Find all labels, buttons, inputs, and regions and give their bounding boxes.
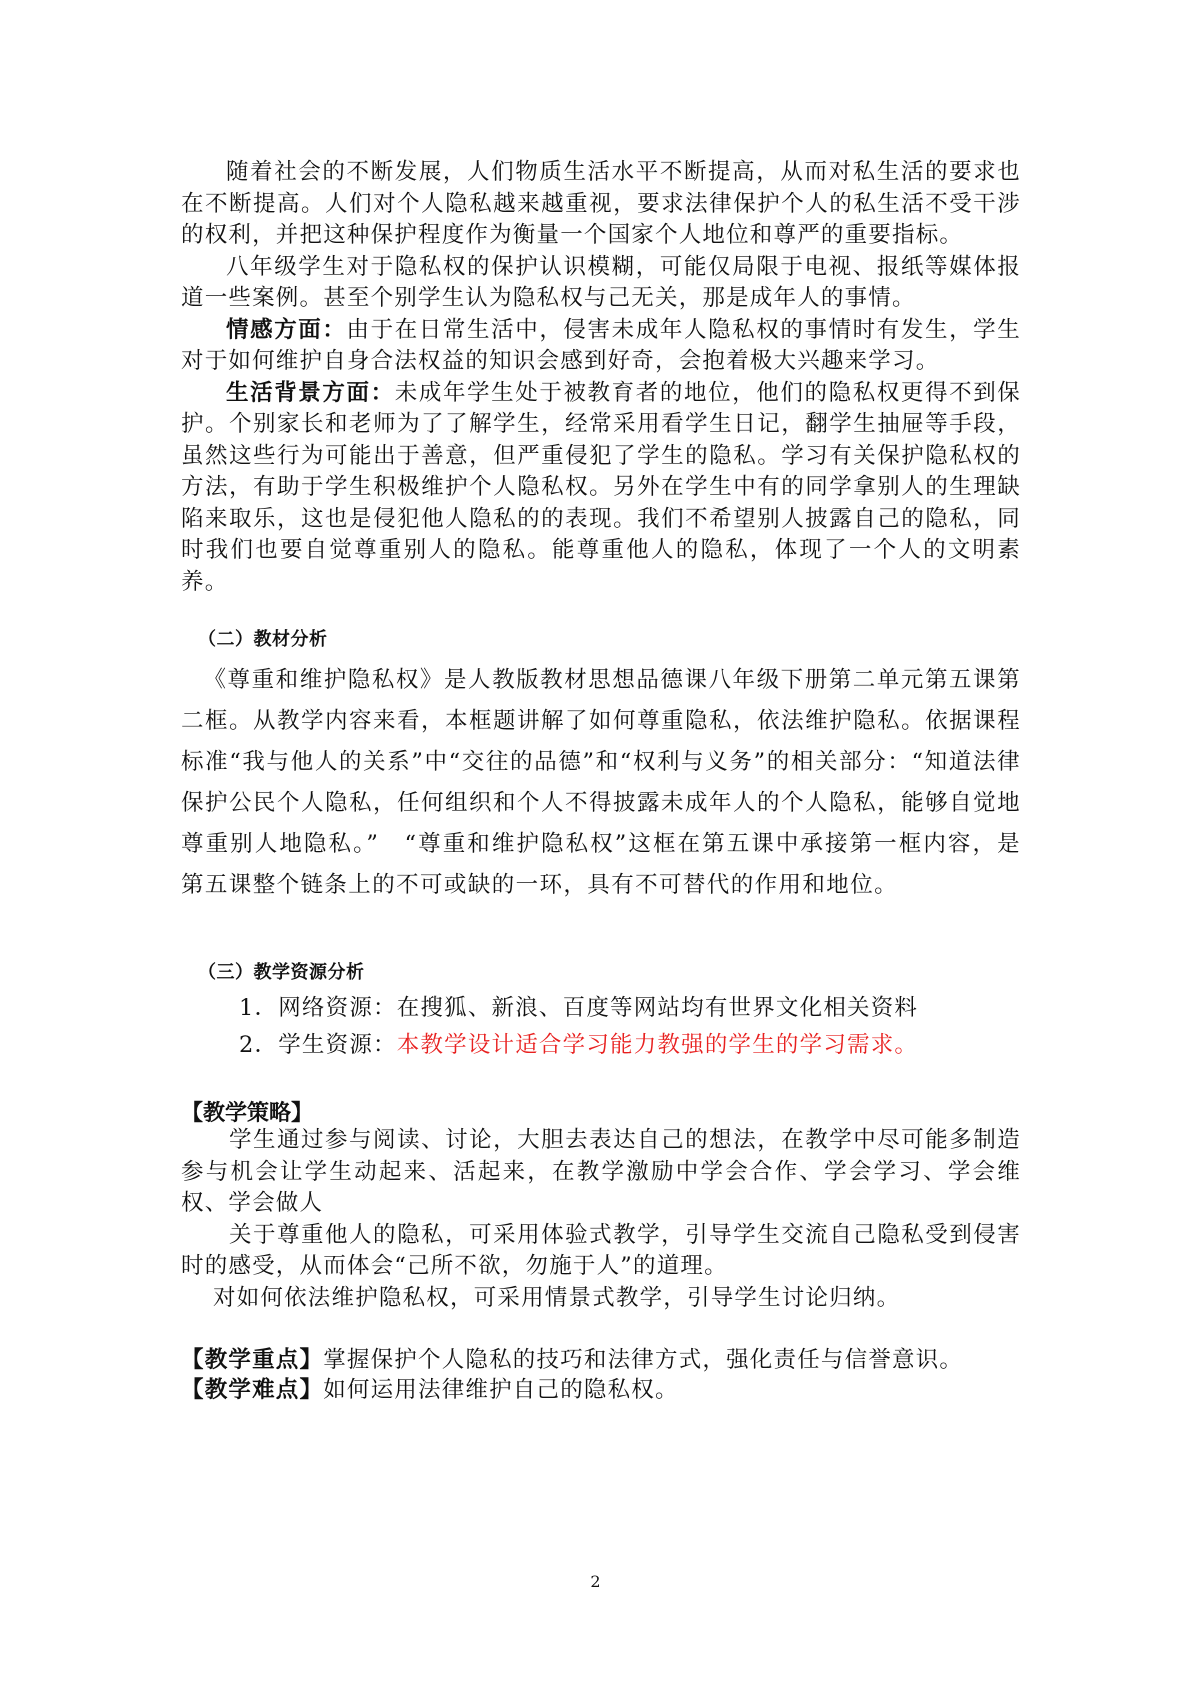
key-point-label: 【教学重点】 xyxy=(181,1347,324,1373)
life-background-text: 未成年学生处于被教育者的地位，他们的隐私权更得不到保护。个别家长和老师为了了解学生，经常采用看学生日记，翻学生抽屉等手段，虽然这些行为可能出于善意，但严重侵犯了学生的隐私。学习有关保护隐私权的方法，有助于学生积极维护个人隐私权。另外在学生中有的同学拿别人的生理缺陷来取乐，这也是侵犯他人隐私的的表现。我们不希望别人披露自己的隐私，同时我们也要自觉尊重别人的隐私。能尊重他人的隐私，体现了一个人的文明素养。 xyxy=(181,379,1022,595)
paragraph-strategy-situational: 对如何依法维护隐私权，可采用情景式教学，引导学生讨论归纳。 xyxy=(213,1284,901,1311)
paragraph-social-development: 随着社会的不断发展，人们物质生活水平不断提高，从而对私生活的要求也在不断提高。人们对个人隐私越来越重视，要求法律保护个人的私生活不受干涉的权利，并把这种保护程度作为衡量一个国家个人地位和尊严的重要指标。 xyxy=(181,159,1021,248)
resources-analysis-heading: （三）教学资源分析 xyxy=(198,962,365,983)
paragraph-emotional-aspect xyxy=(181,315,1021,378)
page-number: 2 xyxy=(590,1572,601,1591)
resource-item-students-text: 本教学设计适合学习能力教强的学生的学习需求。 xyxy=(396,1032,919,1058)
teaching-difficult-point xyxy=(181,1372,679,1404)
paragraph-grade-eight-awareness: 八年级学生对于隐私权的保护认识模糊，可能仅局限于电视、报纸等媒体报道一些案例。甚至个别学生认为隐私权与己无关，那是成年人的事情。 xyxy=(181,253,1021,311)
paragraph-strategy-participation: 学生通过参与阅读、讨论，大胆去表达自己的想法，在教学中尽可能多制造参与机会让学生动起来、活起来，在教学激励中学会合作、学会学习、学会维权、学会做人 xyxy=(181,1127,1021,1216)
paragraph-strategy-experiential: 关于尊重他人的隐私，可采用体验式教学，引导学生交流自己隐私受到侵害时的感受，从而体会“己所不欲，勿施于人”的道理。 xyxy=(181,1221,1021,1279)
student-analysis-section xyxy=(181,157,1021,598)
textbook-analysis-section xyxy=(181,660,1021,906)
difficult-point-label: 【教学难点】 xyxy=(181,1377,324,1403)
life-background-label: 生活背景方面： xyxy=(226,379,395,406)
emotional-aspect-text: 由于在日常生活中，侵害未成年人隐私权的事情时有发生，学生对于如何维护自身合法权益的知识会感到好奇，会抱着极大兴趣来学习。 xyxy=(181,316,1021,374)
emotional-aspect-label: 情感方面： xyxy=(226,316,347,343)
teaching-strategy-section xyxy=(181,1125,1021,1314)
resource-item-students-label: 2．学生资源： xyxy=(239,1032,397,1058)
paragraph-life-background xyxy=(181,378,1021,599)
textbook-analysis-heading: （二）教材分析 xyxy=(198,629,328,650)
resource-item-network: 1．网络资源：在搜狐、新浪、百度等网站均有世界文化相关资料 xyxy=(239,995,919,1021)
teaching-strategy-title: 【教学策略】 xyxy=(181,1100,314,1126)
paragraph-textbook-analysis: 《尊重和维护隐私权》是人教版教材思想品德课八年级下册第二单元第五课第二框。从教学内容来看，本框题讲解了如何尊重隐私，依法维护隐私。依据课程标准“我与他人的关系”中“交往的品德”和“权利与义务”的相关部分：“知道法律保护公民个人隐私，任何组织和个人不得披露未成年人的个人隐私，能够自觉地尊重别人地隐私。” “尊重和维护隐私权”这框在第五课中承接第一框内容，是第五课整个链条上的不可或缺的一环，具有不可替代的作用和地位。 xyxy=(181,667,1021,898)
key-point-text: 掌握保护个人隐私的技巧和法律方式，强化责任与信誉意识。 xyxy=(323,1347,964,1373)
difficult-point-text: 如何运用法律维护自己的隐私权。 xyxy=(323,1377,679,1403)
teaching-key-point xyxy=(181,1342,963,1374)
resource-item-students xyxy=(239,1027,918,1059)
